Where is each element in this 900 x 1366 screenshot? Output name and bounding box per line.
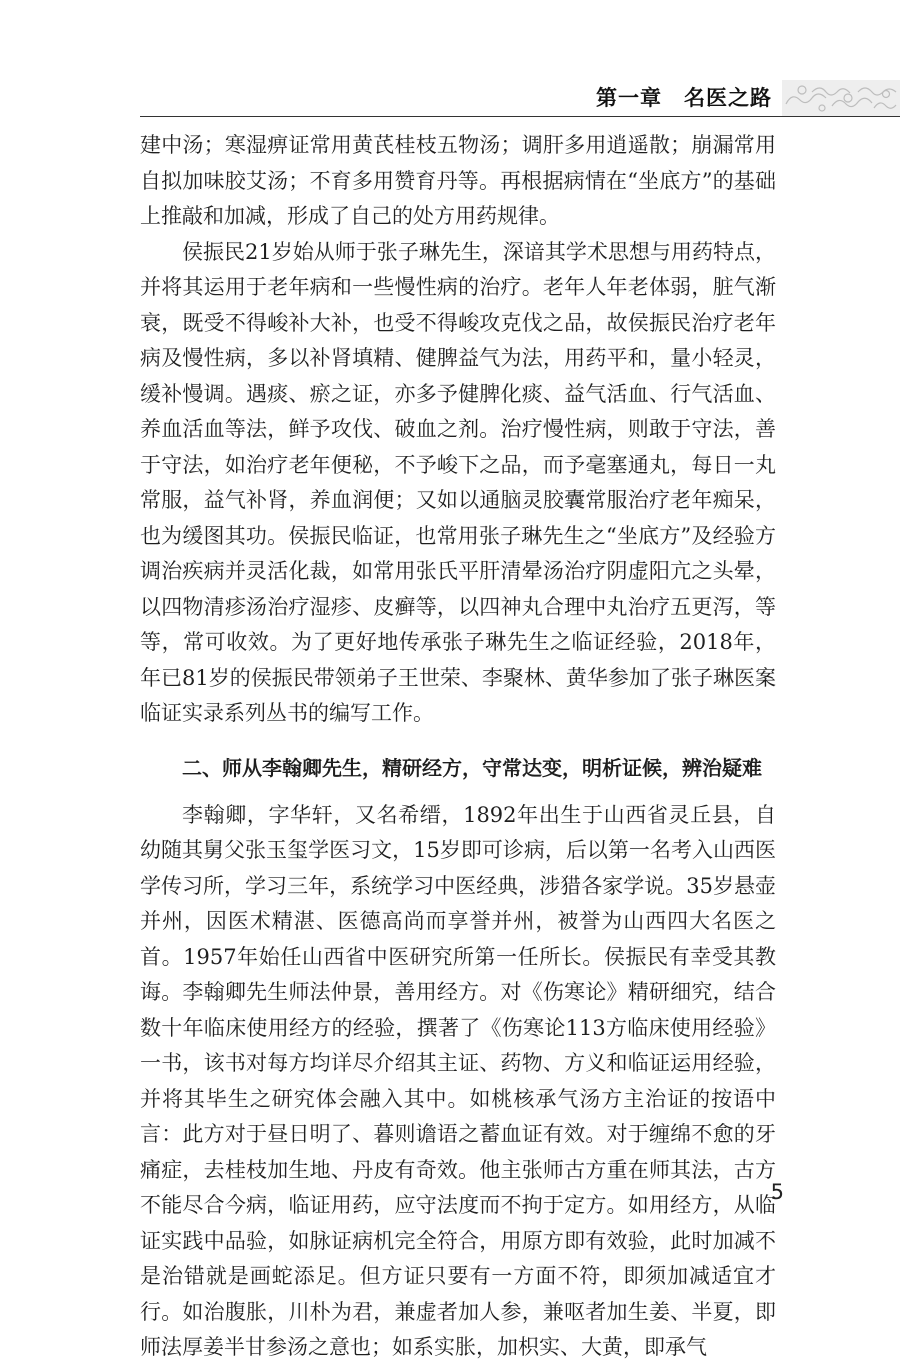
paragraph-3: 李翰卿，字华轩，又名希缙，1892年出生于山西省灵丘县，自幼随其舅父张玉玺学医习文，15岁即可诊病，后以第一名考入山西医学传习所，学习三年，系统学习中医经典，涉猎各家学说。35岁悬壶并州，因医术精湛、医德高尚而享誉并州，被誉为山西四大名医之首。1957年始任山西省中医研究所第一任所长。侯振民有幸受其教诲。李翰卿先生师法仲景，善用经方。对《伤寒论》精研细究，结合数十年临床使用经方的经验，撰著了《伤寒论113方临床使用经验》一书，该书对每方均详尽介绍其主证、药物、方义和临证运用经验，并将其毕生之研究体会融入其中。如桃核承气汤方主治证的按语中言：此方对于昼日明了、暮则谵语之蓄血证有效。对于缠绵不愈的牙痛症，去桂枝加生地、丹皮有奇效。他主张师古方重在师其法，古方不能尽合今病，临证用药，应守法度而不拘于定方。如用经方，从临证实践中品验，如脉证病机完全符合，用原方即有效验，此时加减不是治错就是画蛇添足。但方证只要有一方面不符，即须加减适宜才行。如治腹胀，川朴为君，兼虚者加人参，兼呕者加生姜、半夏，即师法厚姜半甘参汤之意也；如系实胀，加枳实、大黄，即承气 [140, 802, 776, 1359]
running-header [0, 78, 900, 118]
section-heading: 二、师从李翰卿先生，精研经方，守常达变，明析证候，辨治疑难 [182, 755, 762, 780]
paragraph-1: 建中汤；寒湿痹证常用黄芪桂枝五物汤；调肝多用逍遥散；崩漏常用自拟加味胶艾汤；不育多用赞育丹等。再根据病情在“坐底方”的基础上推敲和加减，形成了自己的处方用药规律。 [140, 133, 776, 228]
page-number: 5 [770, 1180, 784, 1204]
chapter-title: 第一章 名医之路 [596, 86, 772, 110]
cloud-pattern-decoration [782, 80, 900, 116]
body-text [140, 128, 776, 1366]
header-rule [140, 116, 900, 117]
paragraph-2: 侯振民21岁始从师于张子琳先生，深谙其学术思想与用药特点，并将其运用于老年病和一些慢性病的治疗。老年人年老体弱，脏气渐衰，既受不得峻补大补，也受不得峻攻克伐之品，故侯振民治疗老年病及慢性病，多以补肾填精、健脾益气为法，用药平和，量小轻灵，缓补慢调。遇痰、瘀之证，亦多予健脾化痰、益气活血、行气活血、养血活血等法，鲜予攻伐、破血之剂。治疗慢性病，则敢于守法，善于守法，如治疗老年便秘，不予峻下之品，而予毫塞通丸，每日一丸常服，益气补肾，养血润便；又如以通脑灵胶囊常服治疗老年痴呆，也为缓图其功。侯振民临证，也常用张子琳先生之“坐底方”及经验方调治疾病并灵活化裁，如常用张氏平肝清晕汤治疗阴虚阳亢之头晕，以四物清疹汤治疗湿疹、皮癣等，以四神丸合理中丸治疗五更泻，等等，常可收效。为了更好地传承张子琳先生之临证经验，2018年，年已81岁的侯振民带领弟子王世荣、李聚林、黄华参加了张子琳医案临证实录系列丛书的编写工作。 [140, 239, 776, 725]
